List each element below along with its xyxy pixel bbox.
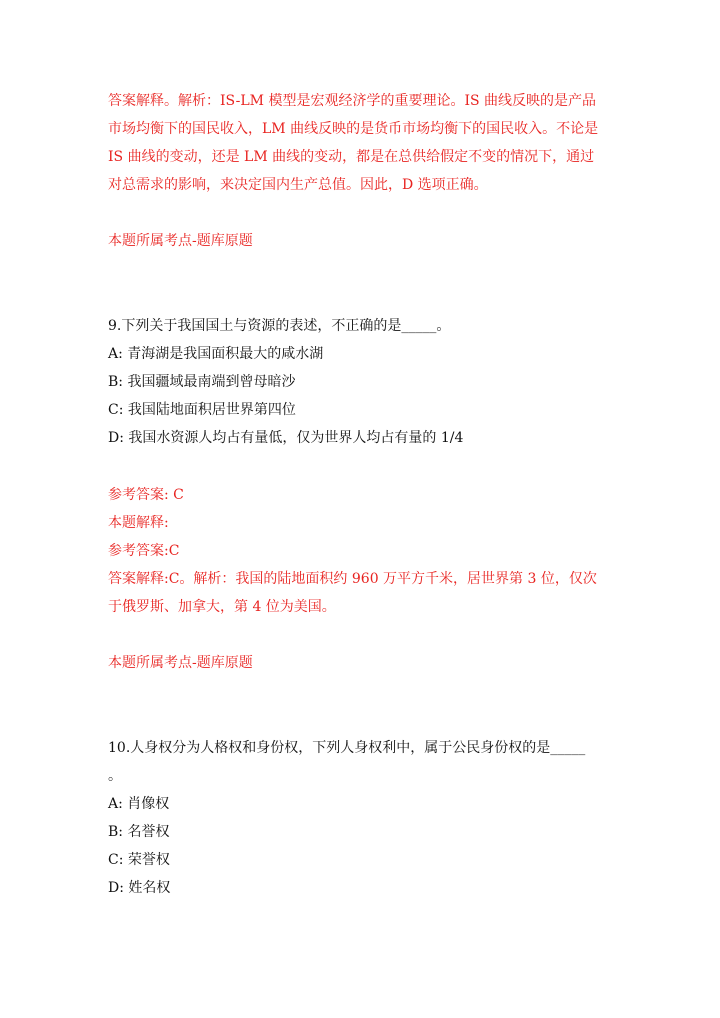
- q10-option-a: A: 肖像权: [108, 796, 170, 812]
- q9-ref-answer: 参考答案: C: [108, 487, 184, 503]
- q8-explanation-line-4: 对总需求的影响，来决定国内生产总值。因此，D 选项正确。: [108, 177, 488, 193]
- q9-explanation-line-1: 答案解释:C。解析：我国的陆地面积约 960 万平方千米，居世界第 3 位，仅次: [108, 571, 597, 587]
- q9-topic: 本题所属考点-题库原题: [108, 655, 253, 671]
- q9-option-c: C: 我国陆地面积居世界第四位: [108, 402, 296, 418]
- q10-question-line-1: 10.人身权分为人格权和身份权，下列人身权利中，属于公民身份权的是_____: [108, 740, 586, 756]
- q8-explanation-line-3: IS 曲线的变动，还是 LM 曲线的变动，都是在总供给假定不变的情况下，通过: [108, 149, 595, 165]
- q9-explanation-label: 本题解释:: [108, 515, 169, 531]
- q9-option-d: D: 我国水资源人均占有量低，仅为世界人均占有量的 1/4: [108, 430, 464, 446]
- q9-explanation-line-2: 于俄罗斯、加拿大，第 4 位为美国。: [108, 599, 336, 615]
- q8-explanation-line-2: 市场均衡下的国民收入，LM 曲线反映的是货币市场均衡下的国民收入。不论是: [108, 121, 599, 137]
- q8-explanation-line-1: 答案解释。解析：IS-LM 模型是宏观经济学的重要理论。IS 曲线反映的是产品: [108, 93, 597, 109]
- q10-option-d: D: 姓名权: [108, 880, 171, 896]
- q9-option-a: A: 青海湖是我国面积最大的咸水湖: [108, 346, 324, 362]
- q10-option-b: B: 名誉权: [108, 824, 170, 840]
- q9-option-b: B: 我国疆域最南端到曾母暗沙: [108, 374, 296, 390]
- q10-option-c: C: 荣誉权: [108, 852, 170, 868]
- q9-ref-answer-2: 参考答案:C: [108, 543, 180, 559]
- q9-question: 9.下列关于我国国土与资源的表述，不正确的是_____。: [108, 318, 451, 334]
- q10-question-line-2: 。: [108, 768, 122, 784]
- q8-topic: 本题所属考点-题库原题: [108, 233, 253, 249]
